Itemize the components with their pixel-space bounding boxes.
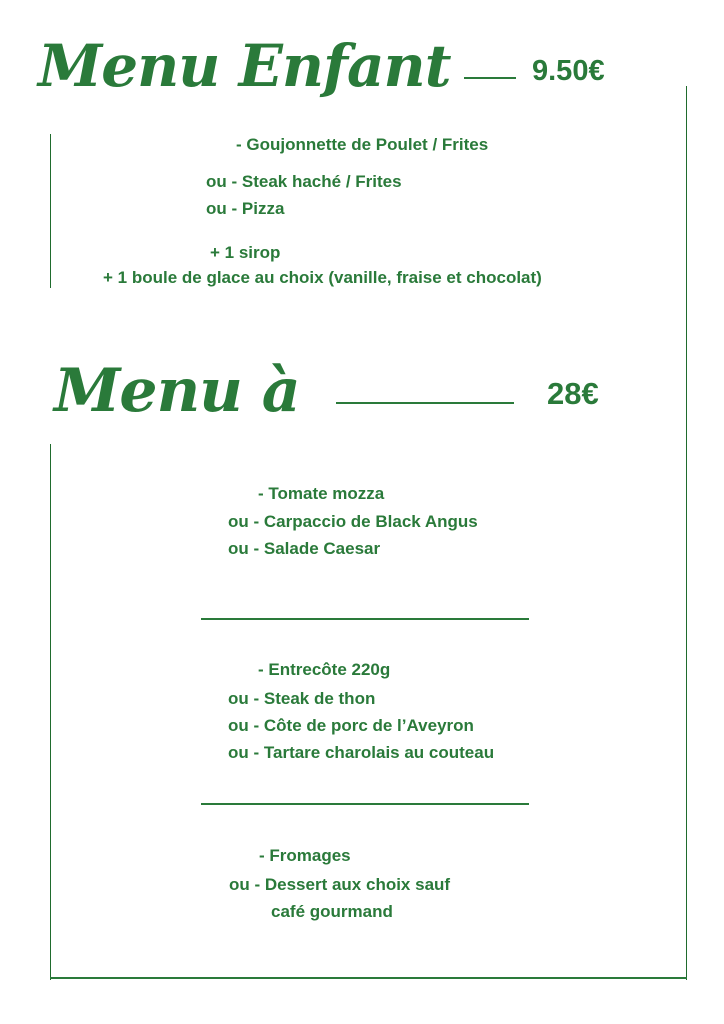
menu-a-dessert: café gourmand [271, 902, 393, 921]
section-separator [201, 618, 529, 620]
menu-a-dessert: - Fromages [259, 846, 351, 865]
menu-a-title: Menu à [54, 356, 300, 426]
menu-a-plat: - Entrecôte 220g [258, 660, 391, 679]
menu-a-entree: ou - Carpaccio de Black Angus [228, 512, 478, 531]
menu-a-price: 28€ [547, 376, 599, 411]
menu-a-plat: ou - Côte de porc de l’Aveyron [228, 716, 474, 735]
menu-enfant-title-rule [464, 77, 516, 79]
menu-a-plat: ou - Steak de thon [228, 689, 376, 708]
menu-a-entree: - Tomate mozza [258, 484, 385, 503]
menu-enfant-price: 9.50€ [532, 55, 605, 87]
frame-bottom-line [50, 977, 687, 979]
frame-left-line-top [50, 134, 51, 288]
menu-enfant-title: Menu Enfant [38, 32, 451, 100]
menu-enfant-item: - Goujonnette de Poulet / Frites [236, 135, 489, 154]
frame-left-line-bottom [50, 444, 51, 980]
menu-a-dessert: ou - Dessert aux choix sauf [229, 875, 451, 894]
menu-a-plat: ou - Tartare charolais au couteau [228, 743, 495, 762]
menu-enfant-extra: + 1 sirop [210, 243, 281, 262]
menu-a-entree: ou - Salade Caesar [228, 539, 381, 558]
menu-enfant-item: ou - Pizza [206, 199, 285, 218]
menu-enfant-extra: + 1 boule de glace au choix (vanille, fraise et chocolat) [103, 268, 542, 287]
section-separator [201, 803, 529, 805]
menu-enfant-item: ou - Steak haché / Frites [206, 172, 402, 191]
frame-right-line [686, 86, 687, 980]
menu-a-title-rule [336, 402, 514, 404]
